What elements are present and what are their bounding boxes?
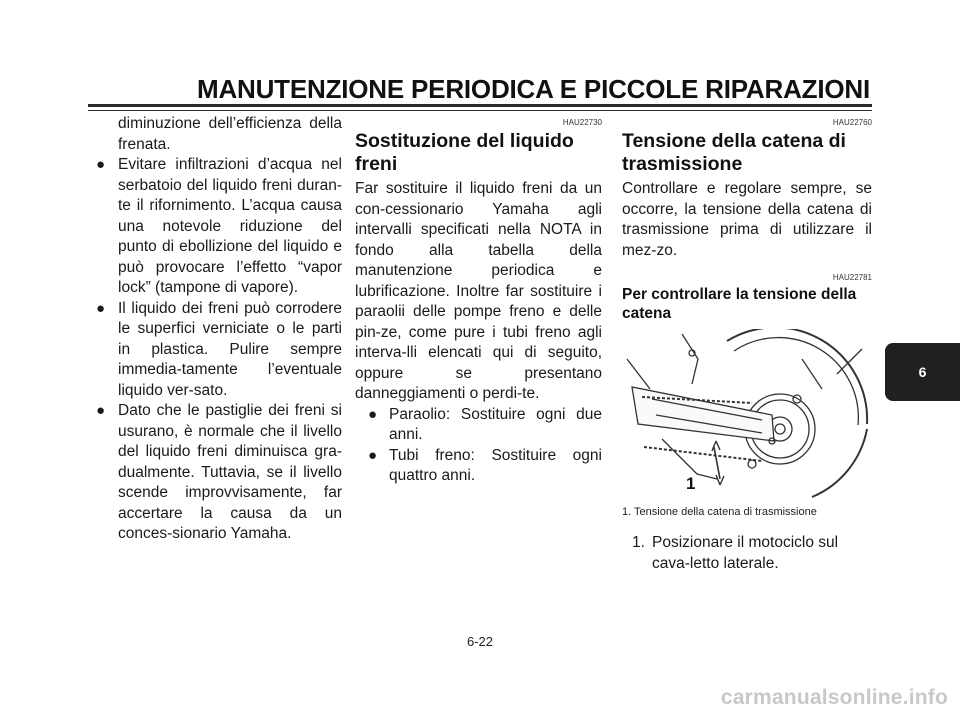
bullet-icon: ● <box>368 446 378 464</box>
section-heading: Tensione della catena di trasmissione <box>622 130 846 175</box>
intro-text: diminuzione dell’efficienza della frenata. <box>118 115 342 153</box>
figure-caption: 1. Tensione della catena di trasmissione <box>622 506 817 518</box>
page-number: 6-22 <box>466 634 494 649</box>
list-item: ● Il liquido dei freni può corrodere le superfici verniciate o le parti in plastica. Pulire sempre immedia-tamente l’eventuale liquido ver-sato. <box>96 299 342 399</box>
section-title: MANUTENZIONE PERIODICA E PICCOLE RIPARAZIONI <box>196 74 870 104</box>
column-right <box>622 114 872 574</box>
bullet-icon: ● <box>368 405 378 423</box>
list-item: ● Tubi freno: Sostituire ogni quattro anni. <box>368 446 602 484</box>
reference-code: HAU22781 <box>832 273 872 282</box>
reference-code: HAU22730 <box>562 118 602 127</box>
body-text: Controllare e regolare sempre, se occorre, la tensione della catena di trasmissione prima di utilizzare il mez-zo. <box>622 180 872 259</box>
step-number: 1. <box>632 534 645 551</box>
list-item: ● Paraolio: Sostituire ogni due anni. <box>368 405 602 443</box>
chapter-number: 6 <box>918 364 927 380</box>
subsection-heading: Per controllare la tensione della catena <box>622 286 857 322</box>
reference-code: HAU22760 <box>832 118 872 127</box>
column-middle <box>355 114 602 487</box>
list-item: ● Evitare infiltrazioni d’acqua nel serbatoio del liquido freni duran-te il rifornimento. L’acqua causa una notevole riduzione del punto di ebollizione del liquido e può provocare l’effetto “vapor lock” (tampone di vapore). <box>96 156 342 296</box>
bullet-icon: ● <box>96 402 106 419</box>
rear-wheel-chain-illustration <box>622 329 872 499</box>
bullet-icon: ● <box>96 299 106 317</box>
chain-figure <box>622 329 872 499</box>
header-rule-thin <box>88 110 872 111</box>
chapter-tab[interactable] <box>885 343 960 401</box>
section-heading: Sostituzione del liquido freni <box>355 130 574 175</box>
figure-callout-label: 1 <box>686 474 696 493</box>
list-item: ● Dato che le pastiglie dei freni si usurano, è normale che il livello del liquido freni diminuisca gra-dualmente. Tuttavia, se il livello scende improvvisamente, far accertare la causa da un conces-sionario Yamaha. <box>96 402 342 542</box>
step-text: Posizionare il motociclo sul cava-letto laterale. <box>652 534 839 572</box>
bullet-icon: ● <box>96 156 106 173</box>
procedure-step <box>622 533 872 574</box>
column-left <box>96 114 342 545</box>
watermark: carmanualsonline.info <box>720 686 948 709</box>
header-rule <box>88 104 872 107</box>
body-text: Far sostituire il liquido freni da un con-cessionario Yamaha agli intervalli specificati nella NOTA in fondo alla tabella della manutenzione periodica e lubrificazione. Inoltre far sostituire i paraolii delle pompe freno e delle pin-ze, come pure i tubi freno agli interva-lli elencati qui di seguito, oppure se presentano danneggiamenti o perdi-te. <box>355 180 602 402</box>
